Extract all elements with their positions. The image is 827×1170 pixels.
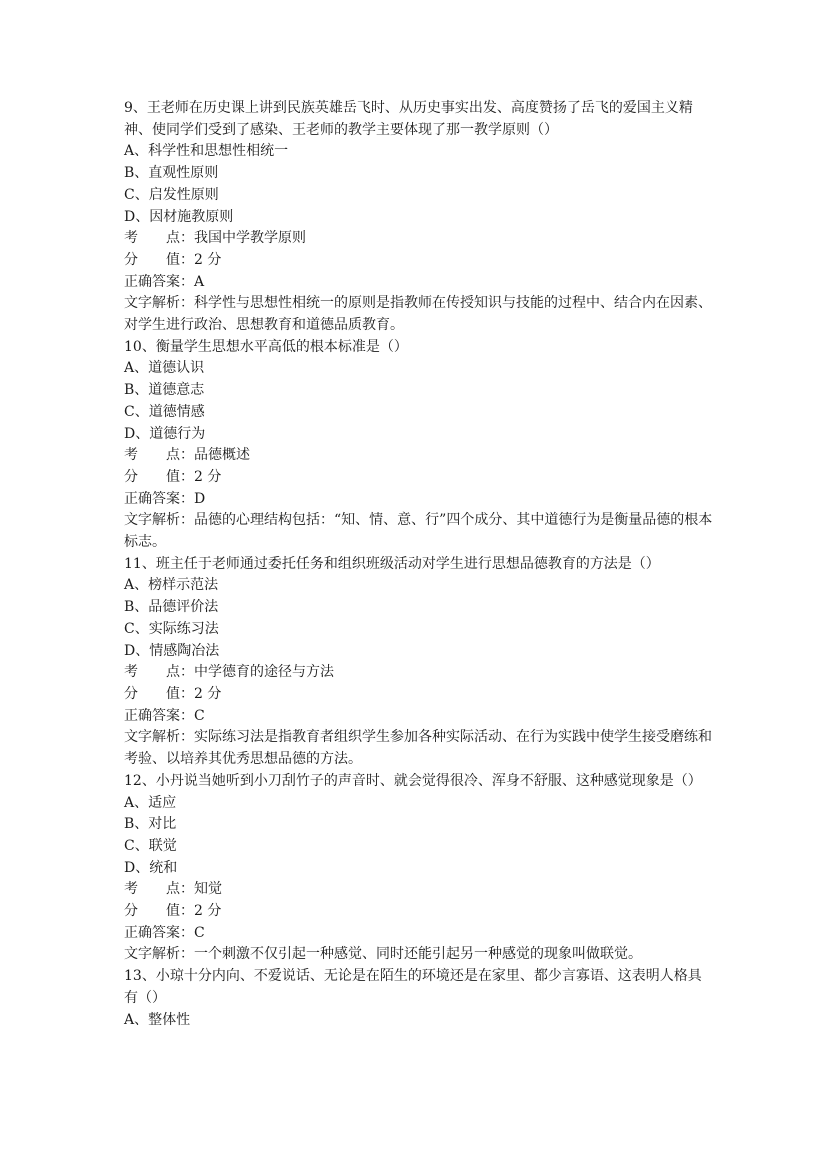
analysis-text: 文字解析：一个刺激不仅引起一种感觉、同时还能引起另一种感觉的现象叫做联觉。 bbox=[124, 946, 642, 963]
exam-point: 考 点：中学德育的途径与方法 bbox=[124, 664, 334, 681]
option-c: C、道德情感 bbox=[124, 403, 205, 420]
analysis-text: 文字解析：实际练习法是指教育者组织学生参加各种实际活动、在行为实践中使学生接受磨练和考验、以培养其优秀思想品德的方法。 bbox=[124, 729, 712, 768]
option-a: A、榜样示范法 bbox=[124, 577, 219, 594]
option-d: D、因材施教原则 bbox=[124, 208, 234, 225]
option-d: D、道德行为 bbox=[124, 425, 206, 442]
question-block bbox=[124, 966, 714, 1031]
question-block bbox=[124, 98, 714, 337]
exam-point: 考 点：知觉 bbox=[124, 881, 222, 898]
score-value: 分 值：2 分 bbox=[124, 251, 222, 268]
exam-point: 考 点：品德概述 bbox=[124, 447, 250, 464]
option-b: B、道德意志 bbox=[124, 382, 205, 399]
question-stem: 11、班主任于老师通过委托任务和组织班级活动对学生进行思想品德教育的方法是（） bbox=[124, 555, 660, 572]
option-a: A、整体性 bbox=[124, 1011, 191, 1028]
option-b: B、直观性原则 bbox=[124, 165, 219, 182]
score-value: 分 值：2 分 bbox=[124, 685, 222, 702]
option-b: B、品德评价法 bbox=[124, 599, 219, 616]
option-c: C、实际练习法 bbox=[124, 620, 219, 637]
option-a: A、科学性和思想性相统一 bbox=[124, 143, 289, 160]
option-d: D、情感陶冶法 bbox=[124, 642, 220, 659]
option-b: B、对比 bbox=[124, 816, 177, 833]
correct-answer: 正确答案：C bbox=[124, 924, 205, 941]
document-body bbox=[124, 98, 714, 1031]
analysis-text: 文字解析：品德的心理结构包括：“知、情、意、行”四个成分、其中道德行为是衡量品德的根本标志。 bbox=[124, 512, 713, 551]
analysis-text: 文字解析：科学性与思想性相统一的原则是指教师在传授知识与技能的过程中、结合内在因素、对学生进行政治、思想教育和道德品质教育。 bbox=[124, 295, 712, 334]
correct-answer: 正确答案：A bbox=[124, 273, 205, 290]
score-value: 分 值：2 分 bbox=[124, 468, 222, 485]
score-value: 分 值：2 分 bbox=[124, 903, 222, 920]
exam-point: 考 点：我国中学教学原则 bbox=[124, 230, 306, 247]
option-c: C、启发性原则 bbox=[124, 186, 219, 203]
question-block bbox=[124, 554, 714, 771]
question-stem: 10、衡量学生思想水平高低的根本标准是（） bbox=[124, 338, 408, 355]
option-a: A、道德认识 bbox=[124, 360, 205, 377]
question-stem: 9、王老师在历史课上讲到民族英雄岳飞时、从历史事实出发、高度赞扬了岳飞的爱国主义精神、使同学们受到了感染、王老师的教学主要体现了那一教学原则（） bbox=[124, 100, 693, 138]
option-d: D、统和 bbox=[124, 859, 178, 876]
question-stem: 12、小丹说当她听到小刀刮竹子的声音时、就会觉得很冷、浑身不舒服、这种感觉现象是（） bbox=[124, 772, 702, 789]
option-c: C、联觉 bbox=[124, 837, 177, 854]
option-a: A、适应 bbox=[124, 794, 177, 811]
question-block bbox=[124, 337, 714, 554]
question-stem: 13、小琼十分内向、不爱说话、无论是在陌生的环境还是在家里、都少言寡语、这表明人格具有（） bbox=[124, 968, 702, 1006]
question-block bbox=[124, 771, 714, 966]
correct-answer: 正确答案：D bbox=[124, 490, 206, 507]
correct-answer: 正确答案：C bbox=[124, 707, 205, 724]
